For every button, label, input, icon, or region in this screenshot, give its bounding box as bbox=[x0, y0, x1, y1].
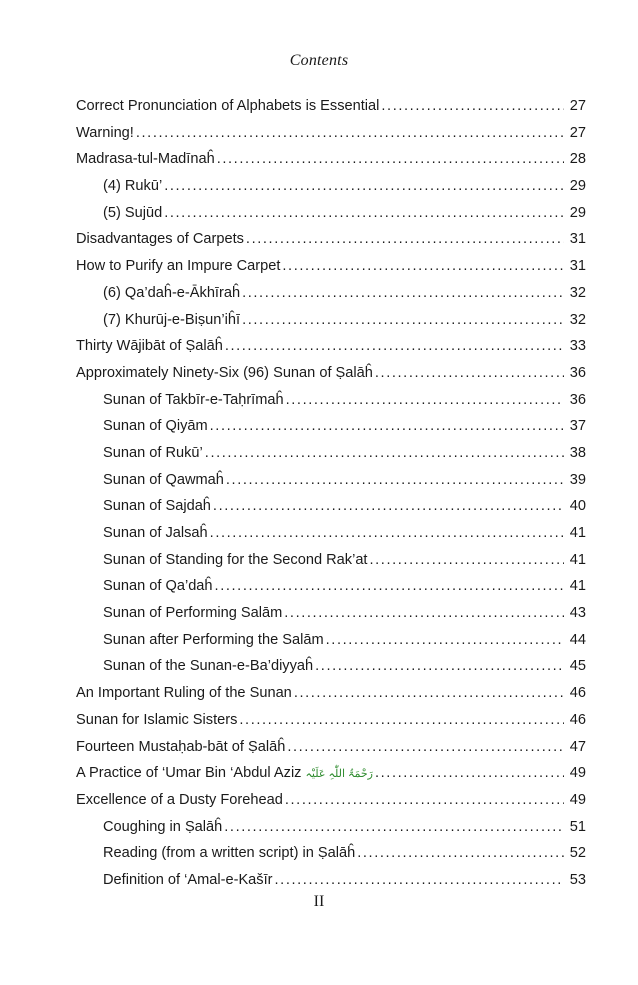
toc-entry-title: Sunan of Standing for the Second Rak’at bbox=[103, 551, 368, 568]
toc-entry-page-number: 32 bbox=[569, 284, 586, 301]
toc-entry[interactable] bbox=[76, 200, 586, 227]
dot-leader bbox=[136, 120, 564, 147]
toc-entry-title: An Important Ruling of the Sunan bbox=[76, 685, 292, 702]
toc-entry[interactable] bbox=[76, 467, 586, 494]
dot-leader bbox=[226, 467, 564, 494]
toc-entry-page-number: 39 bbox=[569, 471, 586, 488]
toc-entry[interactable] bbox=[76, 600, 586, 627]
toc-entry-title: Sunan of Sajdaĥ bbox=[103, 498, 211, 515]
dot-leader bbox=[315, 653, 564, 680]
toc-entry-page-number: 31 bbox=[569, 258, 586, 275]
toc-entry-title: A Practice of ‘Umar Bin ‘Abdul Aziz bbox=[76, 765, 302, 782]
dot-leader bbox=[285, 787, 564, 814]
toc-entry-page-number: 28 bbox=[569, 151, 586, 168]
toc-entry[interactable] bbox=[76, 493, 586, 520]
toc-entry[interactable] bbox=[76, 840, 586, 867]
toc-entry-title: (6) Qa’daĥ-e-Ākhīraĥ bbox=[103, 284, 241, 301]
dot-leader bbox=[205, 440, 564, 467]
toc-entry-page-number: 49 bbox=[569, 765, 586, 782]
toc-entry-page-number: 32 bbox=[569, 311, 586, 328]
dot-leader bbox=[275, 867, 564, 894]
toc-entry-page-number: 41 bbox=[569, 551, 586, 568]
toc-entry[interactable] bbox=[76, 440, 586, 467]
toc-entry-page-number: 41 bbox=[569, 578, 586, 595]
toc-entry-page-number: 37 bbox=[569, 418, 586, 435]
toc-entry-title: Fourteen Mustaḥab-bāt of Ṣalāĥ bbox=[76, 738, 286, 755]
toc-entry[interactable] bbox=[76, 573, 586, 600]
toc-entry-page-number: 29 bbox=[569, 178, 586, 195]
page-number: II bbox=[313, 893, 325, 910]
toc-entry-page-number: 53 bbox=[569, 871, 586, 888]
toc-entry-title: Sunan of the Sunan-e-Ba’diyyaĥ bbox=[103, 658, 314, 675]
dot-leader bbox=[381, 93, 564, 120]
toc-entry-title: Excellence of a Dusty Forehead bbox=[76, 791, 283, 808]
toc-entry-page-number: 29 bbox=[569, 204, 586, 221]
table-of-contents bbox=[76, 93, 586, 894]
dot-leader bbox=[287, 734, 564, 761]
toc-entry-title: Sunan of Qawmaĥ bbox=[103, 471, 224, 488]
toc-entry-title: (4) Rukū’ bbox=[103, 178, 163, 195]
dot-leader bbox=[210, 520, 564, 547]
toc-entry-page-number: 45 bbox=[569, 658, 586, 675]
toc-entry[interactable] bbox=[76, 226, 586, 253]
dot-leader bbox=[286, 387, 564, 414]
toc-entry-title: Sunan of Performing Salām bbox=[103, 605, 283, 622]
dot-leader bbox=[164, 173, 564, 200]
toc-entry[interactable] bbox=[76, 120, 586, 147]
toc-entry-page-number: 41 bbox=[569, 525, 586, 541]
toc-entry-title: Madrasa-tul-Madīnaĥ bbox=[76, 151, 215, 168]
toc-entry[interactable] bbox=[76, 867, 586, 894]
toc-entry-title: Approximately Ninety-Six (96) Sunan of Ṣalāĥ bbox=[76, 364, 373, 381]
toc-entry-title: Sunan for Islamic Sisters bbox=[76, 711, 238, 728]
toc-entry-title: (5) Sujūd bbox=[103, 204, 163, 221]
toc-entry-page-number: 49 bbox=[569, 791, 586, 808]
toc-entry[interactable] bbox=[76, 760, 586, 787]
dot-leader bbox=[294, 680, 564, 707]
toc-entry-page-number: 47 bbox=[569, 738, 586, 755]
toc-entry-page-number: 51 bbox=[569, 818, 586, 835]
toc-entry[interactable] bbox=[76, 173, 586, 200]
toc-entry-title: Definition of ‘Amal-e-Kašīr bbox=[103, 871, 273, 888]
dot-leader bbox=[213, 493, 564, 520]
toc-entry[interactable] bbox=[76, 146, 586, 173]
toc-entry-title: Sunan of Qiyām bbox=[103, 418, 208, 435]
dot-leader bbox=[164, 200, 564, 227]
toc-entry-page-number: 43 bbox=[569, 605, 586, 622]
toc-entry[interactable] bbox=[76, 734, 586, 761]
toc-entry-page-number: 40 bbox=[569, 498, 586, 515]
toc-entry-title: Sunan of Qa’daĥ bbox=[103, 578, 213, 595]
toc-entry-page-number: 46 bbox=[569, 685, 586, 702]
toc-entry-page-number: 27 bbox=[569, 124, 586, 141]
toc-entry[interactable] bbox=[76, 333, 586, 360]
toc-entry[interactable] bbox=[76, 307, 586, 334]
toc-entry-page-number: 31 bbox=[569, 231, 586, 248]
page-header-title: Contents bbox=[289, 52, 349, 69]
toc-entry[interactable] bbox=[76, 787, 586, 814]
toc-entry-title: Correct Pronunciation of Alphabets is Essential bbox=[76, 98, 380, 114]
dot-leader bbox=[370, 547, 565, 574]
dot-leader bbox=[375, 360, 564, 387]
dot-leader bbox=[375, 760, 564, 787]
dot-leader bbox=[357, 840, 564, 867]
toc-entry-page-number: 27 bbox=[569, 98, 586, 114]
arabic-honorific: رَحْمَۃُ اللّٰہِ عَلَیْہ bbox=[305, 768, 373, 781]
toc-entry-title: Disadvantages of Carpets bbox=[76, 231, 244, 248]
toc-entry[interactable] bbox=[76, 680, 586, 707]
dot-leader bbox=[225, 333, 564, 360]
toc-entry[interactable] bbox=[76, 814, 586, 841]
toc-entry-title: (7) Khurūj-e-Biṣun’iĥī bbox=[103, 311, 241, 328]
toc-entry-title: Sunan after Performing the Salām bbox=[103, 631, 324, 648]
toc-entry[interactable] bbox=[76, 360, 586, 387]
dot-leader bbox=[215, 573, 564, 600]
dot-leader bbox=[326, 627, 564, 654]
toc-entry-title: Warning! bbox=[76, 124, 134, 141]
toc-entry-title: Reading (from a written script) in Ṣalāĥ bbox=[103, 845, 356, 862]
toc-entry[interactable] bbox=[76, 627, 586, 654]
toc-entry-title: Sunan of Jalsaĥ bbox=[103, 525, 208, 541]
toc-entry-page-number: 38 bbox=[569, 444, 586, 461]
toc-entry-title: Thirty Wājibāt of Ṣalāĥ bbox=[76, 338, 223, 355]
dot-leader bbox=[246, 226, 564, 253]
dot-leader bbox=[239, 707, 564, 734]
toc-entry[interactable] bbox=[76, 93, 586, 120]
toc-entry-title: Sunan of Takbīr-e-Taḥrīmaĥ bbox=[103, 391, 284, 408]
toc-entry[interactable] bbox=[76, 253, 586, 280]
toc-entry-page-number: 44 bbox=[569, 631, 586, 648]
toc-entry[interactable] bbox=[76, 280, 586, 307]
toc-entry[interactable] bbox=[76, 707, 586, 734]
dot-leader bbox=[284, 600, 564, 627]
toc-entry[interactable] bbox=[76, 653, 586, 680]
toc-entry[interactable] bbox=[76, 520, 586, 547]
toc-entry-title: Coughing in Ṣalāĥ bbox=[103, 818, 223, 835]
dot-leader bbox=[210, 413, 564, 440]
dot-leader bbox=[242, 307, 564, 334]
toc-entry[interactable] bbox=[76, 413, 586, 440]
dot-leader bbox=[242, 280, 564, 307]
dot-leader bbox=[224, 814, 564, 841]
toc-entry-page-number: 52 bbox=[569, 845, 586, 862]
toc-entry-page-number: 33 bbox=[569, 338, 586, 355]
toc-entry[interactable] bbox=[76, 387, 586, 414]
toc-entry-page-number: 46 bbox=[569, 711, 586, 728]
toc-entry-title: How to Purify an Impure Carpet bbox=[76, 258, 281, 275]
dot-leader bbox=[282, 253, 564, 280]
toc-entry-page-number: 36 bbox=[569, 364, 586, 381]
toc-entry-page-number: 36 bbox=[569, 391, 586, 408]
toc-entry-title: Sunan of Rukū’ bbox=[103, 444, 203, 461]
toc-entry[interactable] bbox=[76, 547, 586, 574]
dot-leader bbox=[217, 146, 564, 173]
